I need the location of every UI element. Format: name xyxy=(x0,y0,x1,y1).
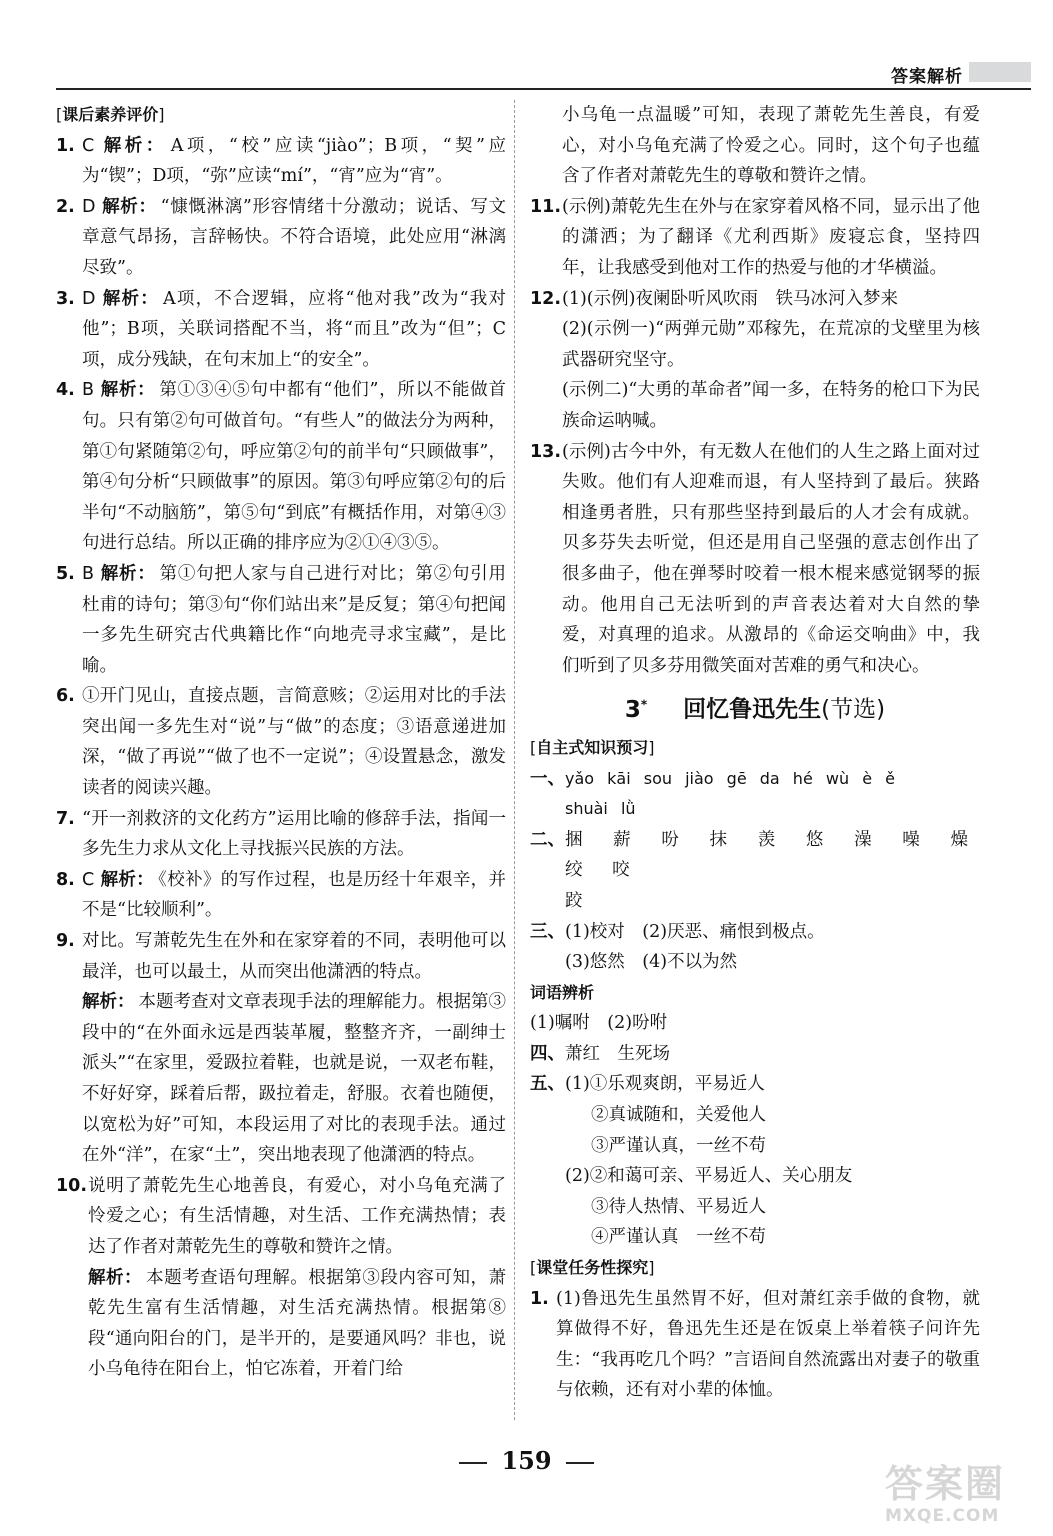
preview-part-2: 二、 捆 薪 吩 抹 羡 悠 澡 噪 燥 绞 咬 跤 xyxy=(530,829,980,911)
header-decor-bar xyxy=(969,62,1031,82)
header-label: 答案解析 xyxy=(891,67,963,87)
answer-item-5: 5. B 解析： 第①句把人家与自己进行对比；第②句引用杜甫的诗句；第③句“你们站出来”是反复；第④句把闻一多先生研究古代典籍比作“向地壳寻求宝藏”，是比喻。 xyxy=(56,563,507,676)
preview-part-5: 五、 (1)①乐观爽朗，平易近人 ②真诚随和，关爱他人 ③严谨认真，一丝不苟 (2)②和蔼可亲、平易近人、关心朋友 ③待人热情、平易近人 ④严谨认真 一丝不苟 xyxy=(530,1074,853,1248)
answer-item-1: 1. C 解析： A项，“校”应读“jiào”；B项，“契”应为“锲”；D项，“弥”应读“mí”，“宵”应为“宵”。 xyxy=(56,135,507,187)
preview-part-4: 四、 萧红 生死场 xyxy=(530,1043,670,1064)
section-heading-after-class: [课后素养评价] xyxy=(56,105,165,124)
answer-item-2: 2. D 解析： “慷慨淋漓”形容情绪十分激动；说话、写文章意气昂扬，言辞畅快。不符合语境，此处应用“淋漓尽致”。 xyxy=(56,196,506,278)
page-header xyxy=(0,0,1053,90)
watermark-logo: 答案圈 MXQE.COM xyxy=(885,1462,1006,1526)
answer-item-10-analysis: 解析： 本题考查语句理解。根据第③段内容可知，萧乾先生富有生活情趣，对生活充满热情。根据第⑧段“通向阳台的门，是半开的，是要通风吗？非也，说小乌龟待在阳台上，怕它冻着，开着门给 xyxy=(88,1267,507,1380)
right-column xyxy=(530,100,980,1406)
section-heading-preview: [自主式知识预习] xyxy=(530,737,655,757)
answer-item-4: 4. B 解析： 第①③④⑤句中都有“他们”，所以不能做首句。只有第②句可做首句。“有些人”的做法分为两种，第①句紧随第②句，呼应第②句的前半句“只顾做事”，第④句分析“只顾做事”的原因。第③句呼应第②句的后半句“不动脑筋”，第⑤句“到底”有概括作用，对第④③句进行总结。所以正确的排序应为②①④③⑤。 xyxy=(56,380,506,554)
answer-item-11: 11. (示例)萧乾先生在外与在家穿着风格不同，显示出了他的潇洒；为了翻译《尤利西斯》废寝忘食，坚持四年，让我感受到他对工作的热爱与他的才华横溢。 xyxy=(530,196,980,278)
section-heading-class-task: [课堂任务性探究] xyxy=(530,1258,655,1278)
answer-item-9-analysis: 解析： 本题考查对文章表现手法的理解能力。根据第③段中的“在外面永远是西装革履，整整齐齐，一副绅士派头”“在家里，爱趿拉着鞋，也就是说，一双老布鞋，不好好穿，踩着后帮，趿拉着走，舒服。衣着也随便，以宽松为好”可知，本段运用了对比的表现手法。通过在外“洋”，在家“土”，突出地表现了他潇洒的特点。 xyxy=(82,992,506,1166)
header-rule xyxy=(56,88,1031,90)
answer-item-13: 13. (示例)古今中外，有无数人在他们的人生之路上面对过失败。他们有人迎难而退，有人坚持到了最后。狭路相逢勇者胜，只有那些坚持到最后的人才会有成就。贝多芬失去听觉，但还是用自己坚强的意志创作出了很多曲子，他在弹琴时咬着一根木棍来感觉钢琴的振动。他用自己无法听到的声音表达着对大自然的挚爱，对真理的追求。从激昂的《命运交响曲》中，我们听到了贝多芬用微笑面对苦难的勇气和决心。 xyxy=(530,441,980,676)
answer-item-3: 3. D 解析： A项，不合逻辑，应将“他对我”改为“我对他”；B项，关联词搭配不当，将“而且”改为“但”；C项，成分残缺，在句末加上“的安全”。 xyxy=(56,288,506,370)
left-column xyxy=(56,100,506,1385)
answer-item-8: 8. C 解析： 《校补》的写作过程，也是历经十年艰辛，并不是“比较顺利”。 xyxy=(56,869,507,921)
answer-item-12: 12. (1)(示例)夜阑卧听风吹雨 铁马冰河入梦来 (2)(示例一)“两弹元勋”邓稼先，在荒凉的戈壁里为核武器研究坚守。 (示例二)“大勇的革命者”闻一多，在特务的枪口下为民族命运呐喊。 xyxy=(530,288,980,431)
answer-item-10: 10. 说明了萧乾先生心地善良，有爱心，对小乌龟充满了怜爱之心；有生活情趣，对生活、工作充满热情；表达了作者对萧乾先生的尊敬和赞许之情。 xyxy=(56,1175,506,1257)
answer-item-6: 6. ①开门见山，直接点题，言简意赅；②运用对比的手法突出闻一多先生对“说”与“做”的态度；③语意递进加深，“做了再说”“做了也不一定说”；④设置悬念，激发读者的阅读兴趣。 xyxy=(56,686,506,799)
column-divider xyxy=(514,100,515,1420)
page-number: 159 xyxy=(0,1446,1053,1475)
word-analysis-answer: (1)嘱咐 (2)吩咐 xyxy=(530,1013,668,1034)
answer-item-9: 9. 对比。写萧乾先生在外和在家穿着的不同，表明他可以最洋，也可以最土，从而突出他潇洒的特点。 xyxy=(56,931,506,982)
class-task-item-1: 1. (1)鲁迅先生虽然胃不好，但对萧红亲手做的食物，就算做得不好，鲁迅先生还是在饭桌上举着筷子问许先生：“我再吃几个吗？”言语间自然流露出对妻子的敬重与依赖，还有对小辈的体恤。 xyxy=(530,1288,980,1401)
word-analysis-heading: 词语辨析 xyxy=(530,982,595,1002)
preview-part-3: 三、 (1)校对 (2)厌恶、痛恨到极点。 (3)悠然 (4)不以为然 xyxy=(530,921,825,973)
answer-item-7: 7. “开一剂救济的文化药方”运用比喻的修辞手法，指闻一多先生力求从文化上寻找振兴民族的方法。 xyxy=(56,808,506,860)
lesson-title: 3* 回忆鲁迅先生(节选) xyxy=(624,696,886,723)
preview-part-1: 一、 yǎo kāi sou jiào gē da hé wù è ě shuài lǜ xyxy=(530,768,895,819)
answer-item-10-continued: 小乌龟一点温暖”可知，表现了萧乾先生善良，有爱心，对小乌龟充满了怜爱之心。同时，这个句子也蕴含了作者对萧乾先生的尊敬和赞许之情。 xyxy=(562,105,980,187)
